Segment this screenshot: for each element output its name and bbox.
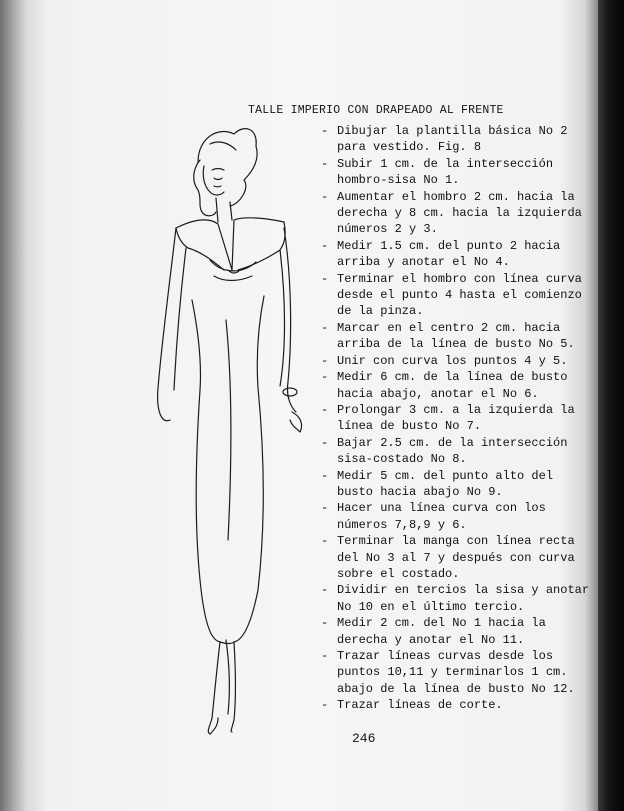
list-item: - Hacer una línea curva con los números 7,8,9 y 6. bbox=[318, 500, 594, 533]
page-number: 246 bbox=[352, 731, 376, 746]
list-item: - Medir 5 cm. del punto alto del busto hacia abajo No 9. bbox=[318, 468, 594, 501]
list-item: - Terminar el hombro con línea curva desde el punto 4 hasta el comienzo de la pinza. bbox=[318, 271, 594, 320]
dress-sketch-icon bbox=[140, 120, 340, 740]
list-item: - Dividir en tercios la sisa y anotar No 10 en el último tercio. bbox=[318, 582, 594, 615]
list-item: - Medir 1.5 cm. del punto 2 hacia arriba y anotar el No 4. bbox=[318, 238, 594, 271]
list-item: - Bajar 2.5 cm. de la intersección sisa-costado No 8. bbox=[318, 435, 594, 468]
list-item: - Prolongar 3 cm. a la izquierda la línea de busto No 7. bbox=[318, 402, 594, 435]
list-item: - Trazar líneas de corte. bbox=[318, 697, 594, 713]
list-item: - Medir 2 cm. del No 1 hacia la derecha y anotar el No 11. bbox=[318, 615, 594, 648]
list-item: - Aumentar el hombro 2 cm. hacia la derecha y 8 cm. hacia la izquierda números 2 y 3. bbox=[318, 189, 594, 238]
list-item: - Trazar líneas curvas desde los puntos 10,11 y terminarlos 1 cm. abajo de la línea de busto No 12. bbox=[318, 648, 594, 697]
list-item: - Medir 6 cm. de la línea de busto hacia abajo, anotar el No 6. bbox=[318, 369, 594, 402]
list-item: - Unir con curva los puntos 4 y 5. bbox=[318, 353, 594, 369]
list-item: - Subir 1 cm. de la intersección hombro-sisa No 1. bbox=[318, 156, 594, 189]
page-title: TALLE IMPERIO CON DRAPEADO AL FRENTE bbox=[248, 104, 504, 117]
list-item: - Terminar la manga con línea recta del No 3 al 7 y después con curva sobre el costado. bbox=[318, 533, 594, 582]
instructions-list bbox=[318, 123, 594, 714]
list-item: - Marcar en el centro 2 cm. hacia arriba de la línea de busto No 5. bbox=[318, 320, 594, 353]
book-spine bbox=[598, 0, 624, 811]
list-item: - Dibujar la plantilla básica No 2 para vestido. Fig. 8 bbox=[318, 123, 594, 156]
